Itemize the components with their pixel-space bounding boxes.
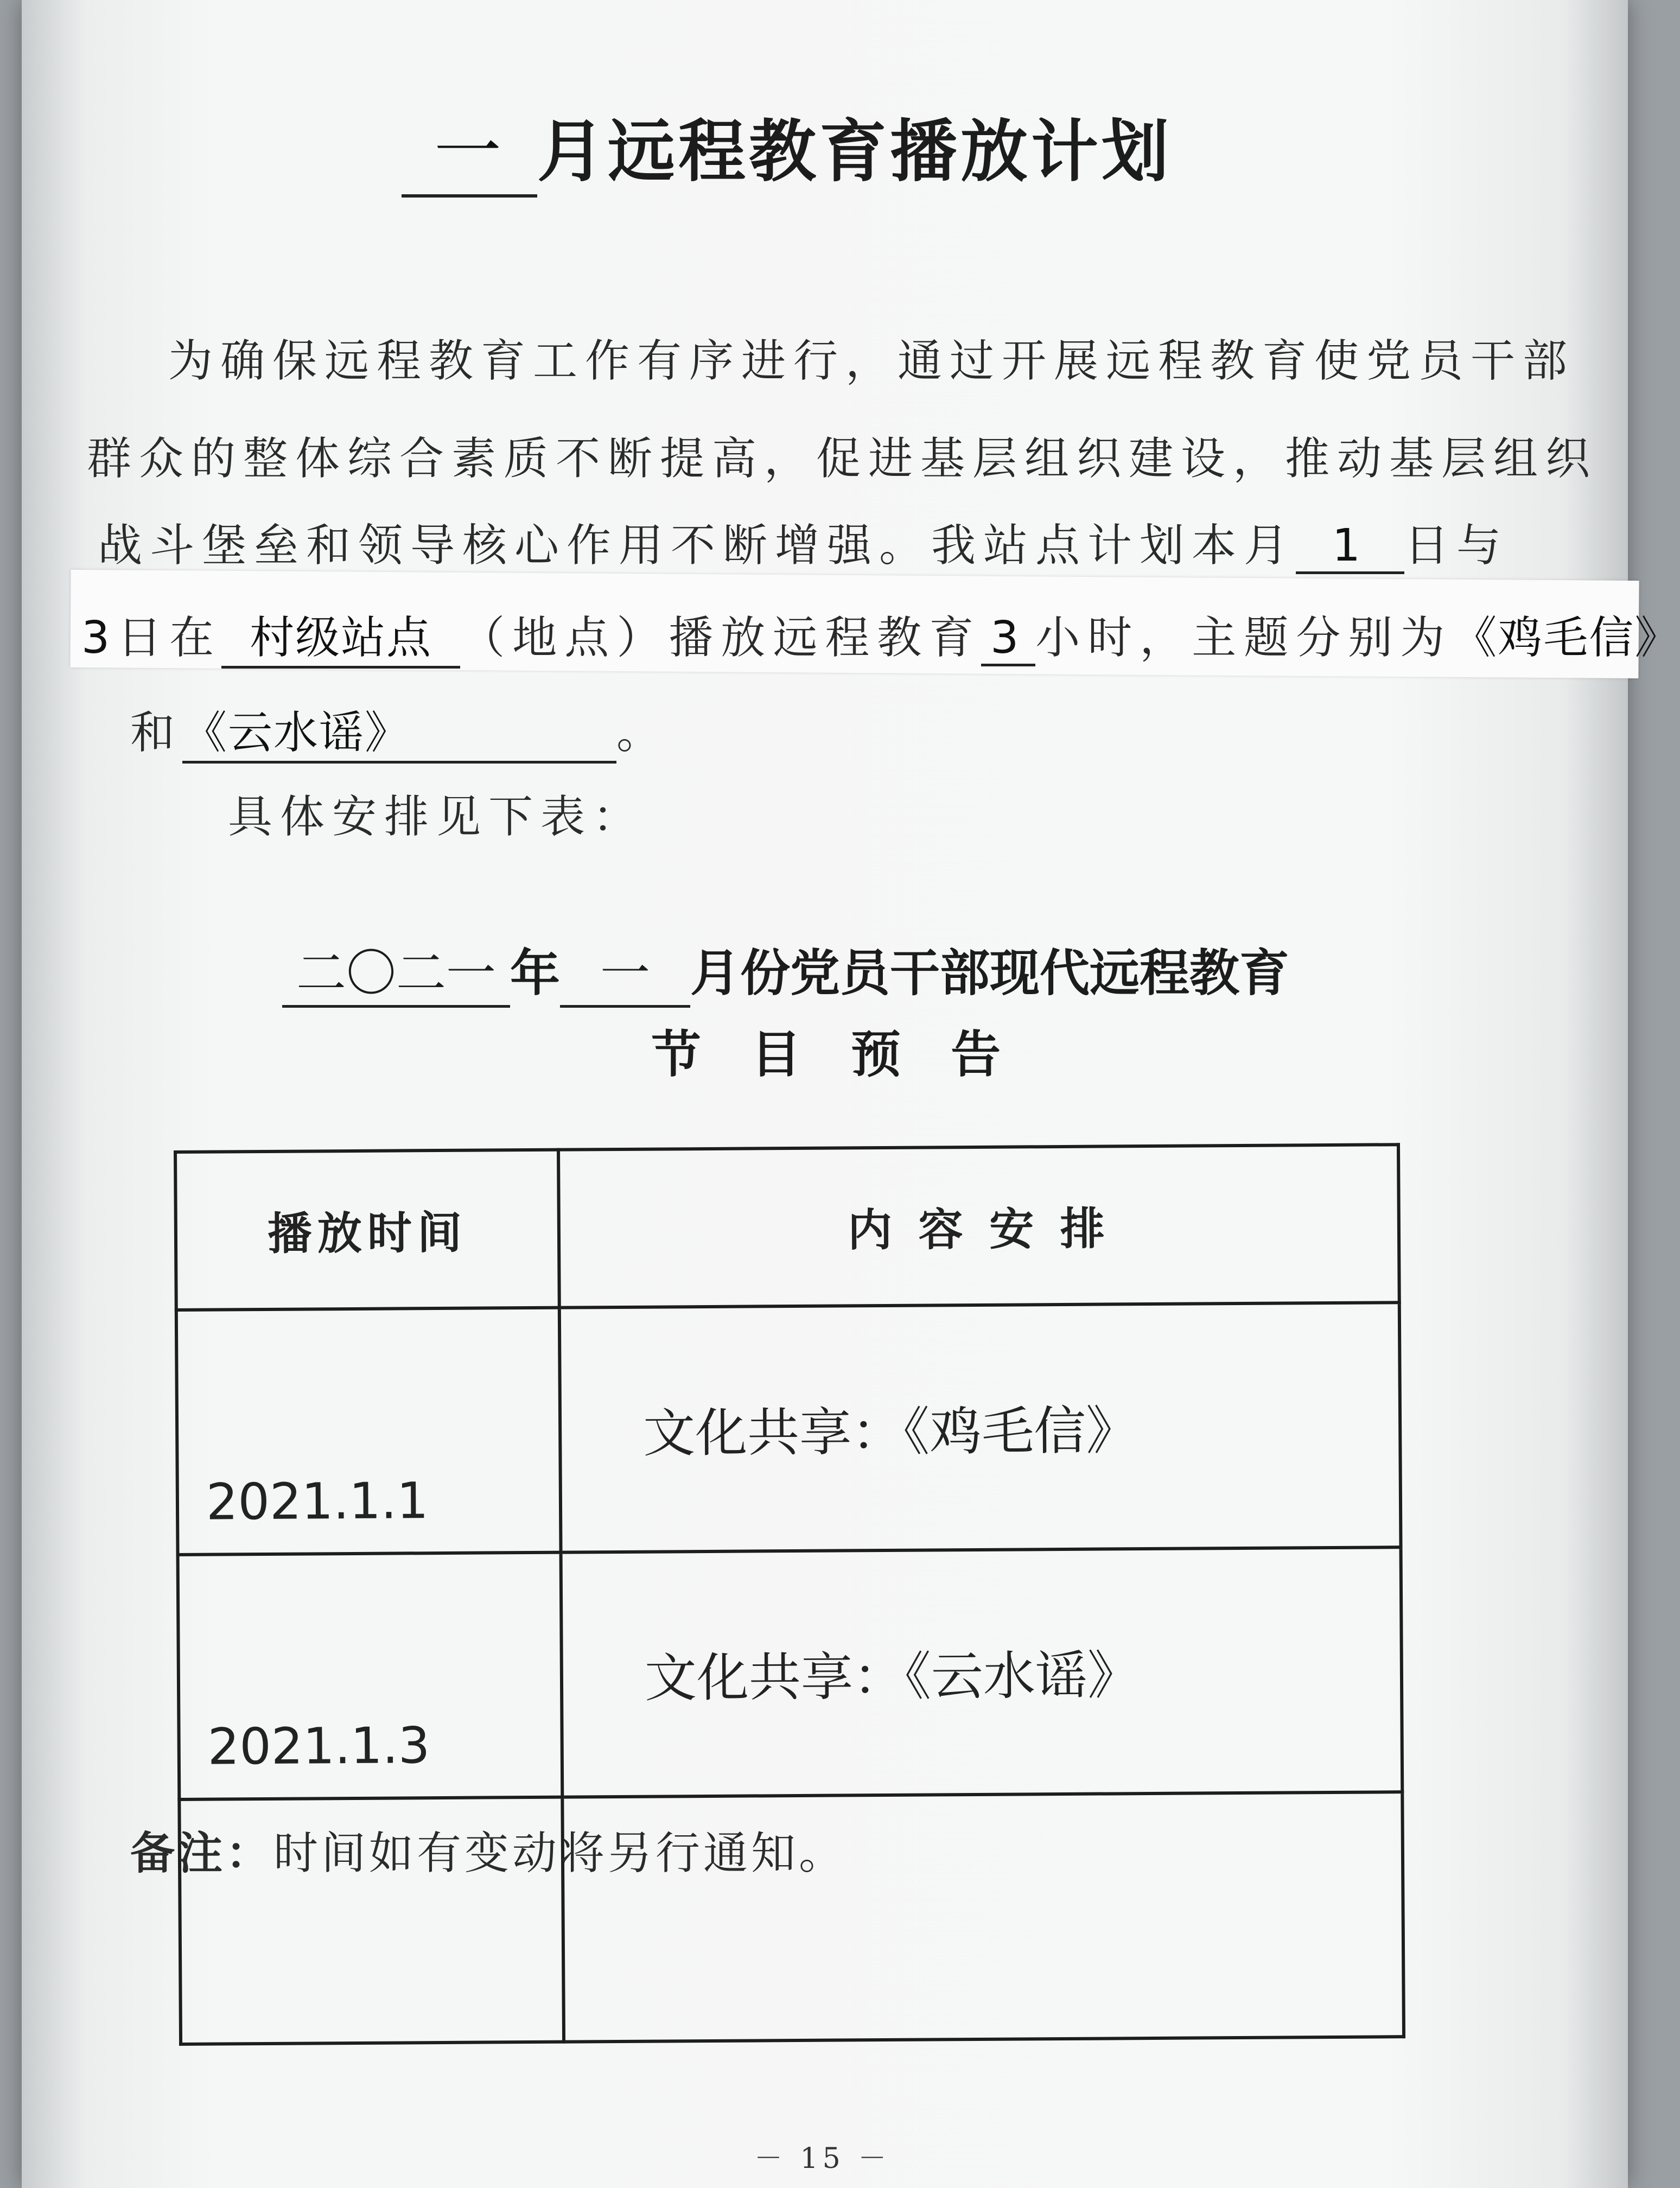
second-day-fill: 3: [81, 612, 118, 664]
hours-fill: 3: [981, 612, 1035, 666]
paragraph-line-4-c: 小时，主题分别为: [1035, 612, 1453, 664]
row-1-time: 2021.1.1: [176, 1308, 561, 1555]
header-content: 内 容 安 排: [558, 1144, 1399, 1307]
row-2-time: 2021.1.3: [178, 1553, 563, 1799]
paragraph-line-3-end: 日与: [1404, 520, 1509, 571]
header-broadcast-time: 播放时间: [175, 1150, 559, 1310]
table-row: [176, 1302, 1401, 1555]
paragraph-line-2: 群众的整体综合素质不断提高，促进基层组织建设，推动基层组织: [87, 433, 1598, 485]
paragraph-line-5: [130, 697, 669, 764]
paragraph-line-6: 具体安排见下表：: [228, 791, 645, 843]
table-header-row: [175, 1144, 1399, 1310]
topic-2-fill: 《云水谣》: [182, 697, 616, 764]
schedule-table: [174, 1143, 1405, 2046]
row-1-content: 文化共享：《鸡毛信》: [559, 1302, 1401, 1552]
heading-month-fill: 一: [560, 933, 690, 1008]
year-label: 年: [510, 944, 561, 1002]
paragraph-line-5-end: 。: [616, 707, 669, 759]
page-number: － 15 －: [754, 2142, 891, 2175]
title-text: 月远程教育播放计划: [537, 113, 1173, 191]
paragraph-line-3: [98, 510, 1509, 574]
paragraph-line-5-a: 和: [130, 707, 183, 759]
paragraph-line-1: 为确保远程教育工作有序进行，通过开展远程教育使党员干部: [168, 335, 1575, 387]
schedule-subheading: 节 目 预 告: [651, 1026, 1017, 1084]
remark-text: 时间如有变动将另行通知。: [273, 1828, 847, 1879]
title-month-fill: 一: [402, 98, 537, 198]
remark-label: 备注：: [130, 1828, 274, 1879]
table-row: [178, 1547, 1403, 1799]
paragraph-line-4-a: 日在: [117, 612, 222, 664]
schedule-heading: [282, 933, 1289, 1008]
page-title: [402, 98, 1172, 198]
paragraph-line-3-text: 战斗堡垒和领导核心作用不断增强。我站点计划本月: [98, 520, 1296, 571]
start-day-fill: 1: [1296, 520, 1404, 574]
paragraph-line-4-b: （地点）播放远程教育: [460, 612, 982, 664]
document-page: [22, 0, 1680, 2188]
paragraph-line-4: [81, 602, 1680, 669]
topic-1-fill: 《鸡毛信》: [1452, 612, 1680, 664]
location-fill: 村级站点: [221, 602, 460, 669]
heading-rest: 月份党员干部现代远程教育: [690, 944, 1290, 1002]
year-fill: 二〇二一: [282, 933, 510, 1008]
row-2-content: 文化共享：《云水谣》: [561, 1547, 1403, 1797]
remark: [130, 1818, 847, 1881]
